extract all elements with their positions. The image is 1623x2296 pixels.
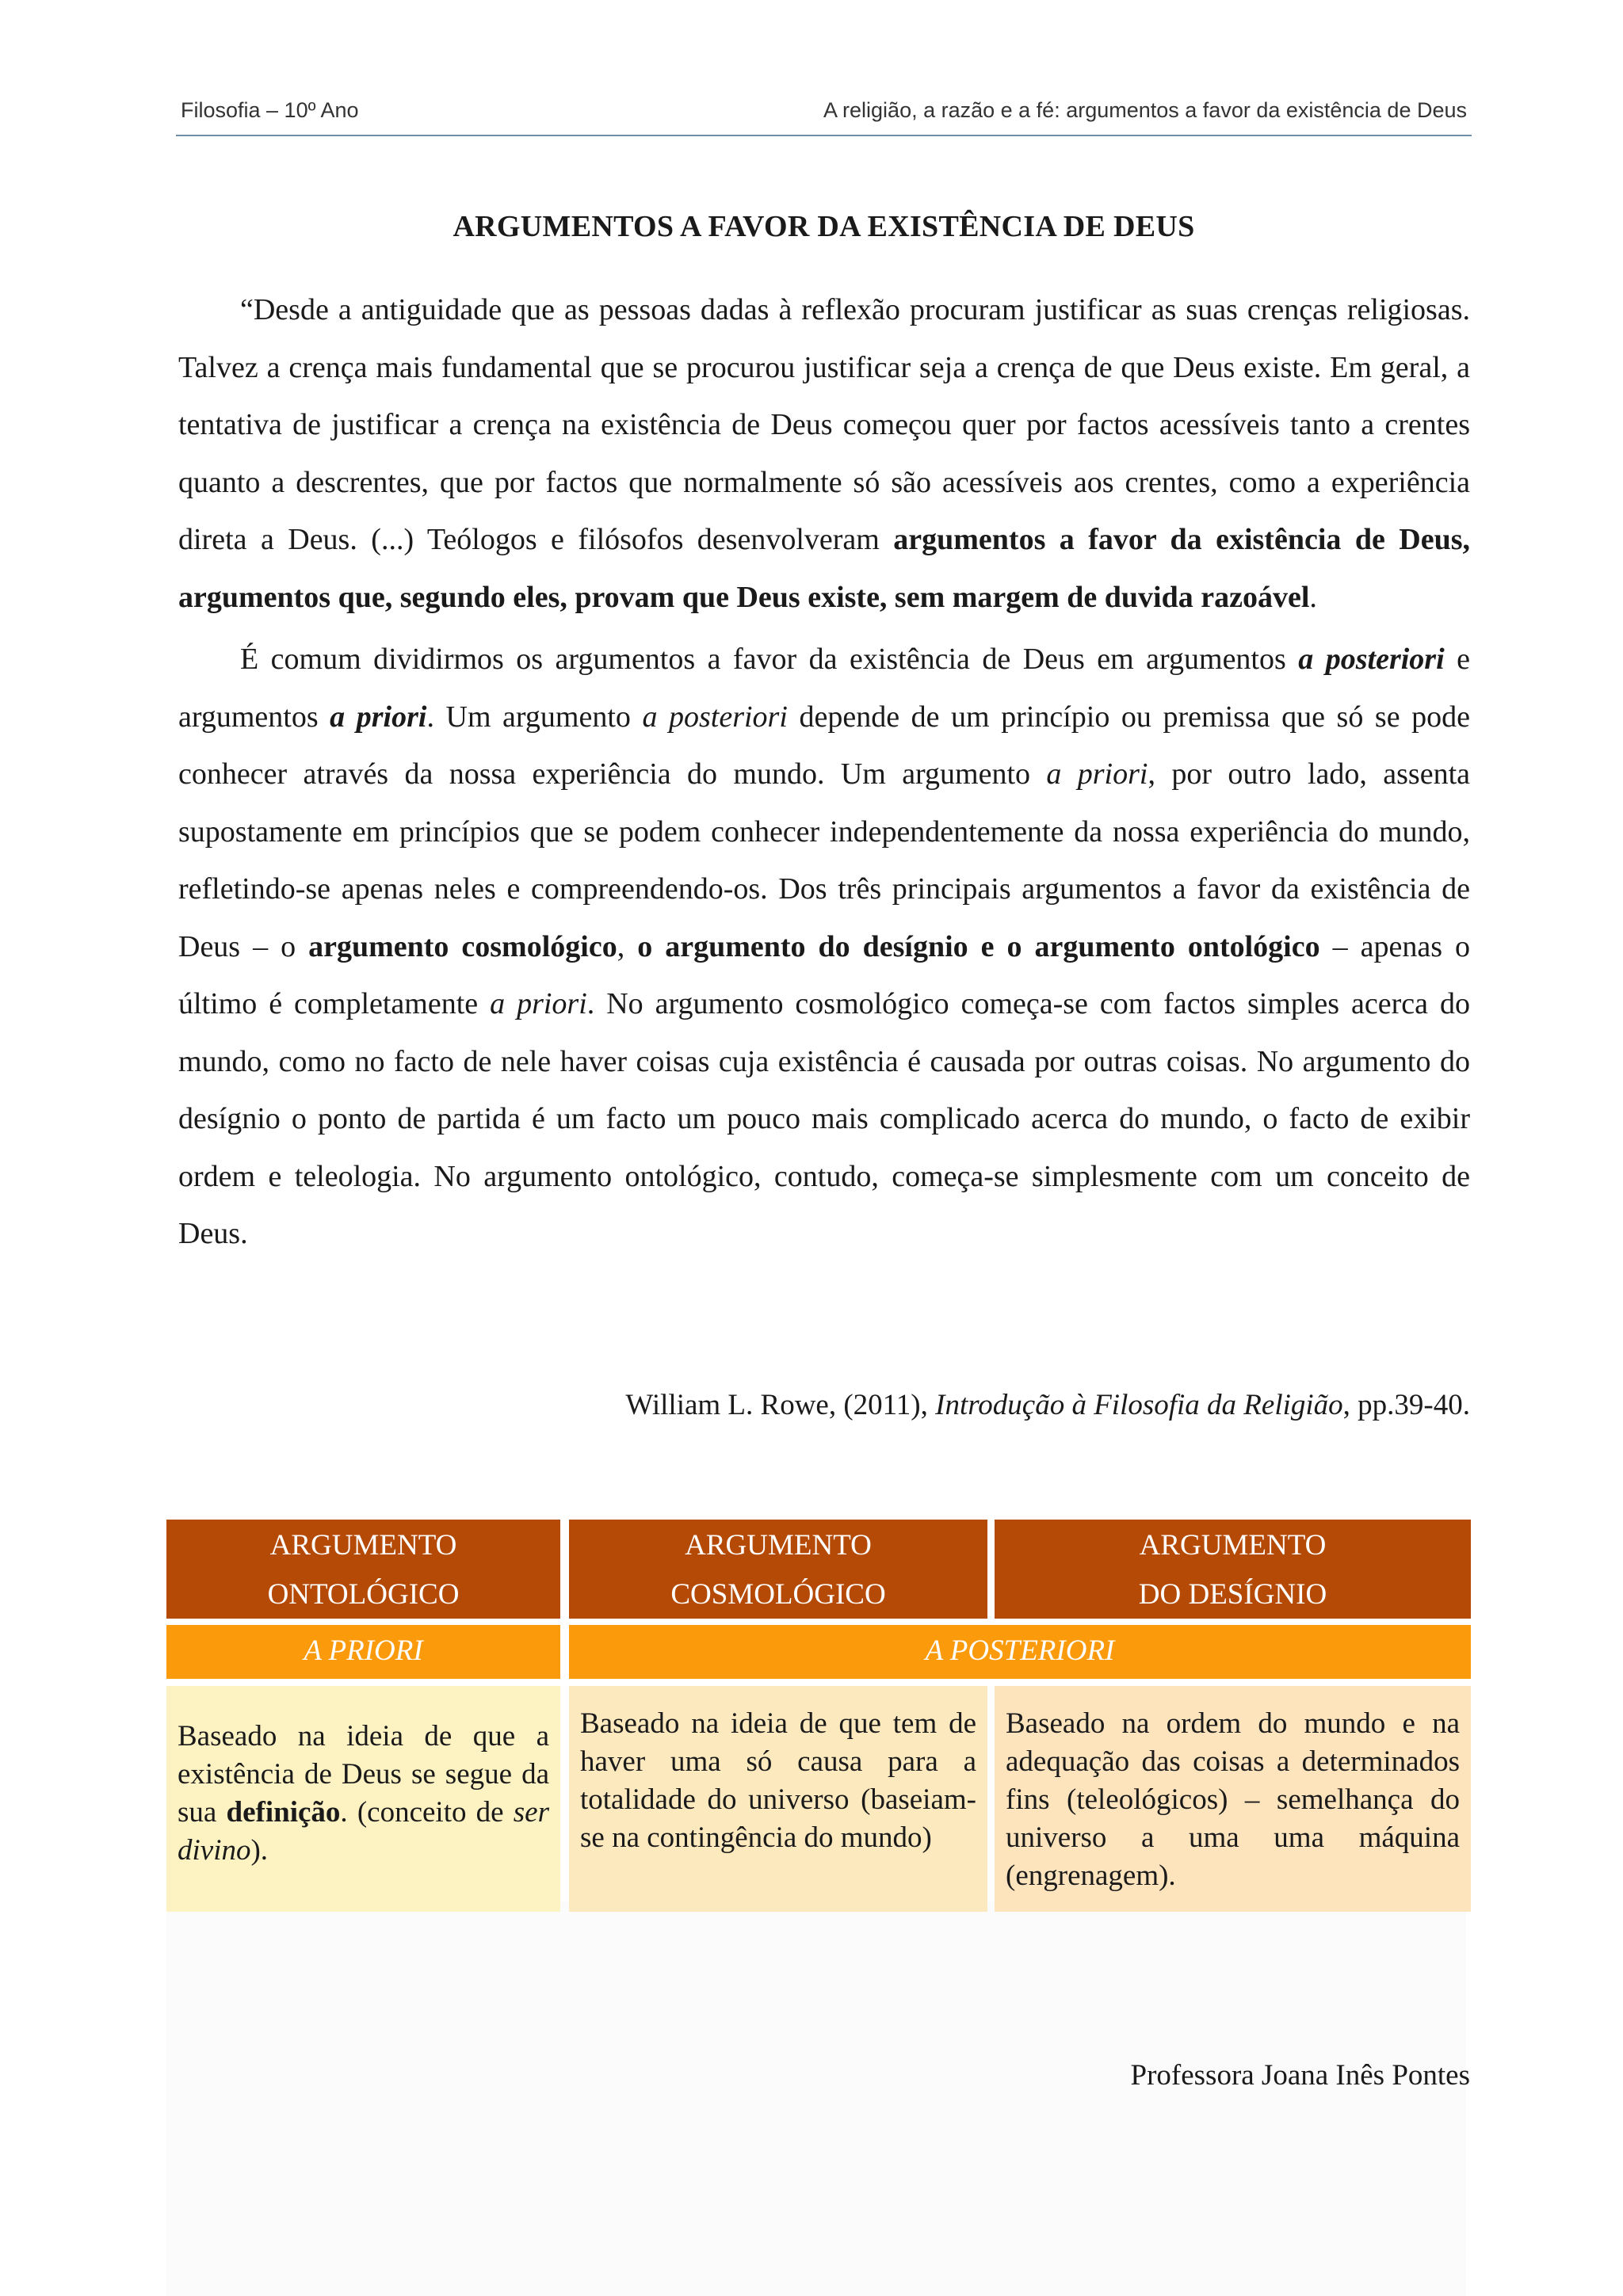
header-topic: A religião, a razão e a fé: argumentos a favor da existência de Deus (823, 98, 1467, 122)
header-line: ARGUMENTO (269, 1529, 457, 1562)
p2-term-posteriori: a posteriori (642, 700, 788, 734)
arguments-table (166, 1520, 1471, 1912)
citation (625, 1388, 1470, 1422)
header-subject: Filosofia – 10º Ano (181, 98, 359, 122)
desc-text: Baseado na ideia de que a existência de Deus se segue da sua (178, 1720, 549, 1829)
citation-pages: , pp.39-40. (1342, 1389, 1470, 1421)
footer-author: Professora Joana Inês Pontes (1130, 2059, 1470, 2092)
desc-bold-definition: definição (226, 1796, 341, 1829)
header-ontological (166, 1520, 560, 1619)
page-background-shade (166, 1901, 1466, 2296)
paragraph-1-bold: argumentos a favor da existência de Deus, argumentos que, segundo eles, provam que Deus existe, sem margem de duvida razoável (178, 523, 1470, 614)
desc-text: . (conceito de (340, 1796, 514, 1829)
type-a-priori: A PRIORI (166, 1625, 560, 1679)
header-line: COSMOLÓGICO (670, 1578, 886, 1611)
p2-term-priori: a priori (490, 987, 587, 1020)
p2-text: e argumentos (178, 643, 1470, 734)
desc-design: Baseado na ordem do mundo e na adequação das coisas a determinados fins (teleológicos) – semelhança do universo a uma uma máquina (engrenagem). (995, 1686, 1471, 1912)
desc-cosmological: Baseado na ideia de que tem de haver uma só causa para a totalidade do universo (baseiam-se na contingência do mundo) (569, 1686, 987, 1912)
p2-bold-cosmological: argumento cosmológico (308, 929, 617, 963)
paragraph-2 (178, 631, 1470, 1263)
desc-ontological (166, 1686, 560, 1912)
desc-italic: ser divino (178, 1796, 549, 1867)
header-line: DO DESÍGNIO (1138, 1578, 1327, 1611)
page-title: ARGUMENTOS A FAVOR DA EXISTÊNCIA DE DEUS (453, 210, 1195, 243)
citation-book: Introdução à Filosofia da Religião (935, 1389, 1343, 1421)
paragraph-1-end: . (1309, 580, 1317, 614)
citation-author: William L. Rowe, (2011), (625, 1389, 936, 1421)
paragraph-1-text: “Desde a antiguidade que as pessoas dadas à reflexão procuram justificar as suas crenças religiosas. Talvez a crença mais fundamental que se procurou justificar seja a crença de que Deus existe. Em geral, a tentativa de justificar a crença na existência de Deus começou quer por factos acessíveis tanto a crentes quanto a descrentes, que por factos que normalmente só são acessíveis aos crentes, como a experiência direta a Deus. (...) Teólogos e filósofos desenvolveram (178, 293, 1470, 556)
p2-term-priori: a priori (1046, 757, 1148, 791)
p2-term-priori: a priori (330, 700, 427, 734)
desc-text: ). (250, 1834, 269, 1867)
main-text (178, 281, 1470, 1263)
p2-text: depende de um princípio ou premissa que só se pode conhecer através da nossa experiência do mundo. Um argumento (178, 700, 1470, 791)
type-a-posteriori: A POSTERIORI (569, 1625, 1471, 1679)
p2-text: – apenas o último é completamente (178, 929, 1470, 1020)
p2-text: . Um argumento (426, 700, 643, 734)
p2-text: , por outro lado, assenta supostamente em princípios que se podem conhecer independentemente da nossa experiência do mundo, refletindo-se apenas neles e compreendendo-os. Dos três principais argumentos a favor da existência de Deus – o (178, 757, 1470, 963)
p2-text: . No argumento cosmológico começa-se com factos simples acerca do mundo, como no facto de nele haver coisas cuja existência é causada por outras coisas. No argumento do desígnio o ponto de partida é um facto um pouco mais complicado acerca do mundo, o facto de exibir ordem e teleologia. No argumento ontológico, contudo, começa-se simplesmente com um conceito de Deus. (178, 987, 1470, 1250)
header-line: ARGUMENTO (1139, 1529, 1327, 1562)
p2-bold-design-ontological: o argumento do desígnio e o argumento ontológico (637, 929, 1320, 963)
p2-text: , (617, 929, 638, 963)
page-header (176, 93, 1472, 136)
p2-term-posteriori: a posteriori (1298, 643, 1445, 676)
header-cosmological (569, 1520, 987, 1619)
p2-text: É comum dividirmos os argumentos a favor da existência de Deus em argumentos (240, 643, 1299, 676)
header-line: ONTOLÓGICO (267, 1578, 460, 1611)
header-design (995, 1520, 1471, 1619)
header-line: ARGUMENTO (685, 1529, 872, 1562)
paragraph-1 (178, 281, 1470, 626)
